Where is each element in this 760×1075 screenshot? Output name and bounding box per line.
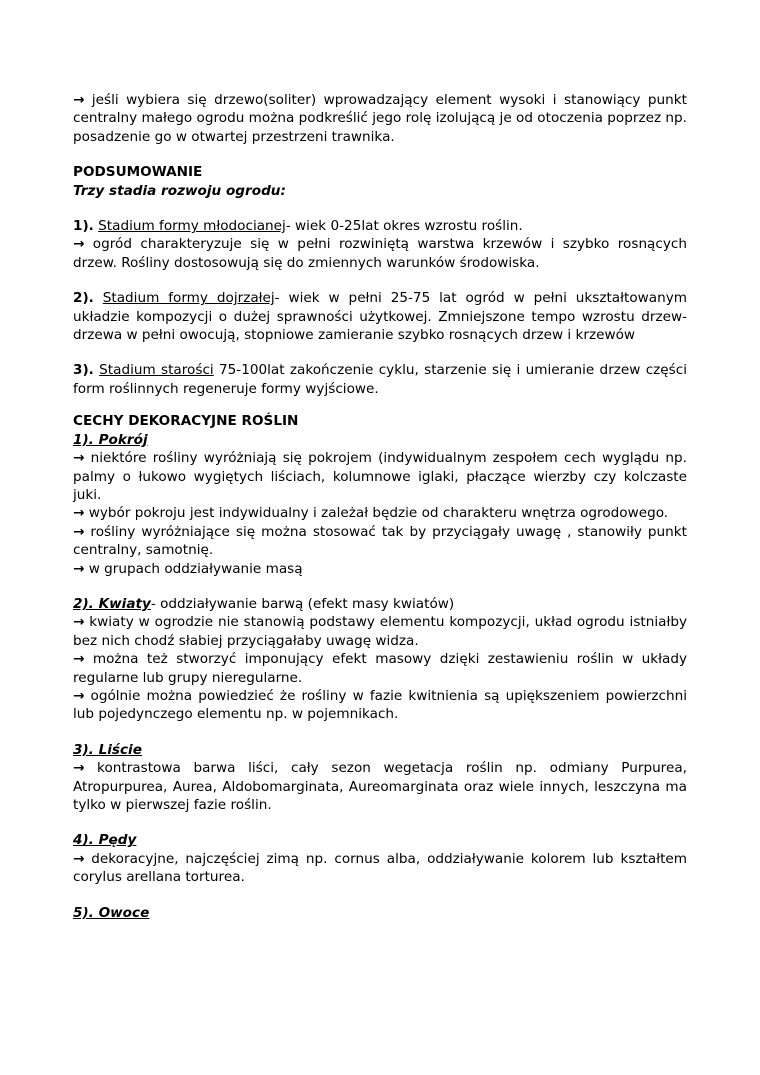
arrow-icon: → bbox=[73, 560, 85, 577]
section-2-title: 2). Kwiaty bbox=[73, 595, 151, 612]
document-page bbox=[73, 91, 687, 922]
stage-1 bbox=[73, 217, 687, 235]
section-2-suffix: - oddziaływanie barwą (efekt masy kwiatów) bbox=[150, 595, 455, 612]
summary-heading: PODSUMOWANIE bbox=[73, 164, 203, 181]
section-2-item: → ogólnie można powiedzieć że rośliny w fazie kwitnienia są upiększeniem powierzchni lub pojedynczego elementu np. w pojemnikach. bbox=[73, 687, 687, 723]
section-4-title: 4). Pędy bbox=[73, 832, 137, 849]
section-1-item: → w grupach oddziaływanie masą bbox=[73, 560, 303, 577]
stage-1-number: 1). bbox=[73, 218, 94, 235]
section-1-title: 1). Pokrój bbox=[73, 431, 148, 448]
arrow-icon: → bbox=[73, 236, 85, 253]
intro-text: jeśli wybiera się drzewo(soliter) wprowadzający element wysoki i stanowiący punkt centralny małego ogrodu można podkreślić jego rolę izolującą je od otoczenia poprzez np. posadzenie go w otwartej przestrzeni trawnika. bbox=[73, 92, 687, 145]
stage-2-number: 2). bbox=[73, 290, 94, 307]
arrow-icon: → bbox=[73, 614, 85, 631]
section-1-item: → niektóre rośliny wyróżniają się pokrojem (indywidualnym zespołem cech wyglądu np. palmy o łukowo wygiętych liściach, kolumnowe iglaki, płaczące wierzby czy kolczaste juki. bbox=[73, 450, 687, 503]
stage-2-name: Stadium formy dojrzałej bbox=[102, 290, 275, 307]
stage-1-name: Stadium formy młodocianej bbox=[98, 218, 286, 235]
section-2-item: → można też stworzyć imponujący efekt masowy dzięki zestawieniu roślin w układy regularne lub grupy nieregularne. bbox=[73, 651, 687, 686]
stage-2-text: - wiek w pełni 25-75 lat ogród w pełni ukształtowanym układzie kompozycji o dużej sprawności użytkowej. Zmniejszone tempo wzrostu drzew- drzewa w pełni owocują, stopniowe zamieranie szybko rosnących drzew i krzewów bbox=[73, 290, 687, 344]
arrow-icon: → bbox=[73, 651, 85, 668]
section-2-title-line bbox=[73, 595, 687, 613]
section-4-item: → dekoracyjne, najczęściej zimą np. cornus alba, oddziaływanie kolorem lub kształtem corylus arellana torturea. bbox=[73, 850, 687, 886]
section-3-item: → kontrastowa barwa liści, cały sezon wegetacja roślin np. odmiany Purpurea, Atropurpurea, Aurea, Aldobomarginata, Aureomarginata oraz wiele innych, leszczyna ma tylko w pierwszej fazie roślin. bbox=[73, 760, 687, 813]
stage-2 bbox=[73, 289, 687, 344]
stage-1-detail bbox=[73, 235, 687, 272]
section-1-item: → rośliny wyróżniające się można stosować tak by przyciągały uwagę , stanowiły punkt centralny, samotnię. bbox=[73, 523, 687, 559]
stage-3 bbox=[73, 361, 687, 398]
section-5-title: 5). Owoce bbox=[73, 904, 150, 921]
arrow-icon: → bbox=[73, 450, 85, 467]
arrow-icon: → bbox=[73, 687, 85, 704]
summary-subheading: Trzy stadia rozwoju ogrodu: bbox=[73, 182, 286, 199]
stage-3-name: Stadium starości bbox=[99, 362, 214, 379]
stage-3-text: 75-100lat zakończenie cyklu, starzenie się i umieranie drzew części form roślinnych regeneruje formy wyjściowe. bbox=[73, 362, 688, 397]
stage-3-number: 3). bbox=[73, 362, 94, 379]
intro-paragraph bbox=[73, 91, 687, 146]
arrow-icon: → bbox=[73, 92, 85, 108]
section-1-item: → wybór pokroju jest indywidualny i zależał będzie od charakteru wnętrza ogrodowego. bbox=[73, 505, 669, 522]
features-heading: CECHY DEKORACYJNE ROŚLIN bbox=[73, 413, 299, 430]
stage-1-detail-text: ogród charakteryzuje się w pełni rozwiniętą warstwa krzewów i szybko rosnących drzew. Rośliny dostosowują się do zmiennych warunków środowiska. bbox=[73, 236, 687, 271]
section-2-item: → kwiaty w ogrodzie nie stanowią podstawy elementu kompozycji, układ ogrodu istniałby bez nich chodź słabiej przyciągałaby uwagę widza. bbox=[73, 614, 687, 649]
arrow-icon: → bbox=[73, 850, 85, 867]
section-3-title: 3). Liście bbox=[73, 741, 142, 758]
arrow-icon: → bbox=[73, 505, 85, 522]
arrow-icon: → bbox=[73, 523, 85, 540]
arrow-icon: → bbox=[73, 760, 85, 777]
stage-1-text: - wiek 0-25lat okres wzrostu roślin. bbox=[285, 218, 523, 235]
